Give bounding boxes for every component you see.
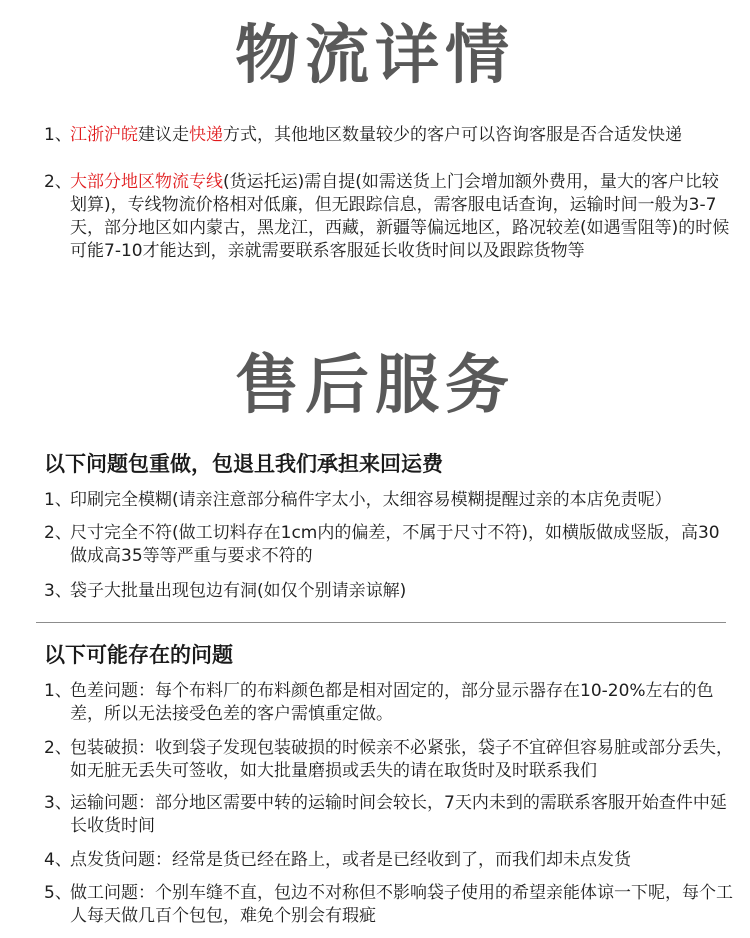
item-text: 点发货问题：经常是货已经在路上，或者是已经收到了，而我们却未点发货 xyxy=(70,850,631,870)
item-number: 1、 xyxy=(44,681,72,701)
remake-item-1 xyxy=(44,489,734,512)
item-text: 做工问题：个别车缝不直，包边不对称但不影响袋子使用的希望亲能体谅一下呢，每个工人每天做几百个包包，难免个别会有瑕疵 xyxy=(70,883,733,926)
issue-item-4 xyxy=(44,849,734,872)
section-heading-remake: 以下问题包重做，包退且我们承担来回运费 xyxy=(44,452,443,476)
item-number: 2、 xyxy=(44,523,72,543)
item-number: 4、 xyxy=(44,850,72,870)
item-number: 2、 xyxy=(44,172,72,192)
item-number: 3、 xyxy=(44,793,72,813)
item-text: 袋子大批量出现包边有洞(如仅个别请亲谅解) xyxy=(70,581,407,601)
item-number: 5、 xyxy=(44,883,72,903)
highlight-express: 快递 xyxy=(189,125,223,145)
text-segment: 建议走 xyxy=(138,125,189,145)
remake-item-2 xyxy=(44,522,734,568)
remake-item-3 xyxy=(44,580,734,603)
item-text: 色差问题：每个布料厂的布料颜色都是相对固定的，部分显示器存在10-20%左右的色差，所以无法接受色差的客户需慎重定做。 xyxy=(70,681,714,724)
item-text: 运输问题：部分地区需要中转的运输时间会较长，7天内未到的需联系客服开始查件中延长收货时间 xyxy=(70,793,727,836)
text-segment: (货运托运)需自提(如需送货上门会增加额外费用，量大的客户比较划算)，专线物流价格相对低廉，但无跟踪信息，需客服电话查询，运输时间一般为3-7天，部分地区如内蒙古，黑龙江，西藏，新疆等偏远地区，路况较差(如遇雪阻等)的时候可能7-10才能达到，亲就需要联系客服延长收货时间以及跟踪货物等 xyxy=(70,172,730,261)
issue-item-2 xyxy=(44,737,734,783)
item-number: 3、 xyxy=(44,581,72,601)
logistics-title: 物流详情 xyxy=(235,19,515,93)
item-text: 尺寸完全不符(做工切料存在1cm内的偏差，不属于尺寸不符)，如横版做成竖版，高30做成高35等等严重与要求不符的 xyxy=(70,523,720,566)
item-text: 印刷完全模糊(请亲注意部分稿件字太小，太细容易模糊提醒过亲的本店免责呢） xyxy=(70,490,672,510)
section-divider xyxy=(36,622,726,623)
highlight-logistics-line: 大部分地区物流专线 xyxy=(70,172,223,192)
aftersales-title: 售后服务 xyxy=(235,349,515,423)
issue-item-5 xyxy=(44,882,734,928)
item-number: 2、 xyxy=(44,738,72,758)
issue-item-1 xyxy=(44,680,734,726)
item-text: 包装破损：收到袋子发现包装破损的时候亲不必紧张，袋子不宜碎但容易脏或部分丢失，如无脏无丢失可签收，如大批量磨损或丢失的请在取货时及时联系我们 xyxy=(70,738,733,781)
section-heading-possible-issues: 以下可能存在的问题 xyxy=(44,643,233,667)
item-text xyxy=(70,171,734,263)
issue-item-3 xyxy=(44,792,734,838)
logistics-item-2 xyxy=(44,171,734,263)
item-number: 1、 xyxy=(44,125,72,145)
text-segment: 方式，其他地区数量较少的客户可以咨询客服是否合适发快递 xyxy=(223,125,682,145)
item-number: 1、 xyxy=(44,490,72,510)
item-text xyxy=(70,124,734,147)
highlight-region: 江浙沪皖 xyxy=(70,125,138,145)
logistics-item-1 xyxy=(44,124,734,147)
